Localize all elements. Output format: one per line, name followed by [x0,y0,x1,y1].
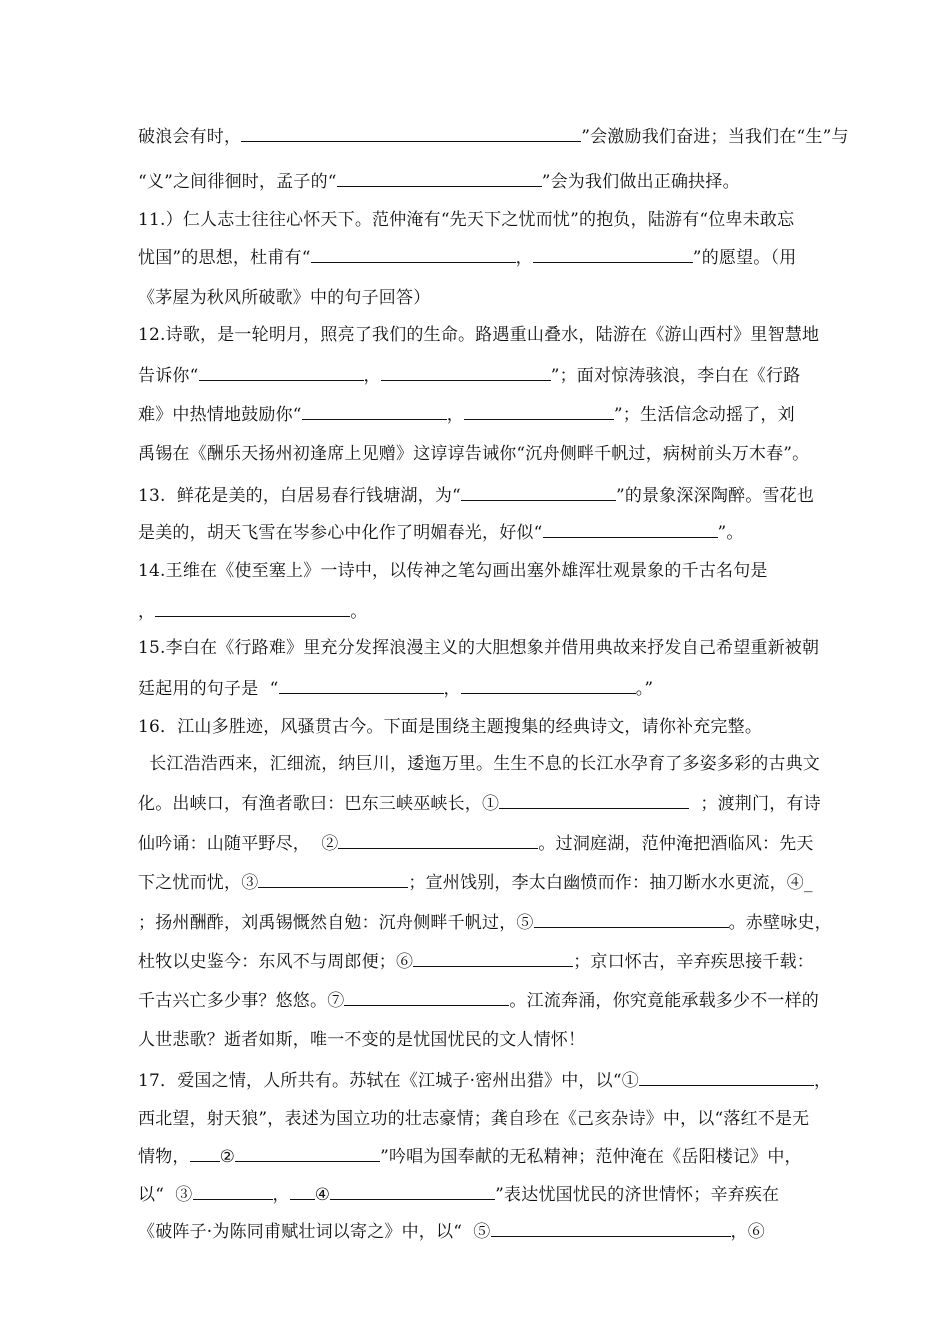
text-line [138,403,795,426]
line-text: ”会为我们做出正确抉择。 [541,172,740,192]
answer-blank [258,871,408,888]
text-line [138,324,819,346]
line-text: 《茅屋为秋风所破歌》中的句子回答） [138,288,431,308]
answer-blank [302,403,447,420]
answer-blank [338,832,538,849]
answer-blank [491,1220,731,1237]
text-line [138,753,820,775]
answer-blank [461,677,636,694]
answer-blank [534,911,729,928]
line-text: 13. 鲜花是美的，白居易春行钱塘湖，为“ [138,486,461,506]
answer-blank [344,989,509,1006]
answer-blank [155,600,350,617]
line-text: 千古兴亡多少事？悠悠。⑦ [138,991,345,1011]
answer-blank [381,364,551,381]
answer-blank [639,1069,814,1086]
text-line [138,364,800,387]
answer-blank [499,792,689,809]
line-text: 情物， [138,1147,190,1167]
line-text: 难》中热情地鼓励你“ [138,405,302,425]
line-text: 。过洞庭湖，范仲淹把酒临风：先天 [538,834,814,854]
line-text: 14.王维在《使至塞上》一诗中，以传神之笔勾画出塞外雄浑壮观景象的千古名句是 [138,561,768,581]
line-text: 。” [635,679,654,699]
line-text: 。 [350,602,368,622]
line-text: 长江浩浩西来，汇细流，纳巨川，逶迤万里。生生不息的长江水孕育了多姿多彩的古典文 [138,754,821,774]
text-line [138,871,813,894]
line-text: 杜牧以史鉴今：东风不与周郎便；⑥ [138,952,414,972]
line-text: 《破阵子·为陈同甫赋壮词以寄之》中，以“ ⑤ [138,1222,491,1242]
line-text: 下之忧而忧，③ [138,873,259,893]
line-text: 12.诗歌，是一轮明月，照亮了我们的生命。路遇重山叠水，陆游在《游山西村》里智慧地 [138,325,820,345]
answer-blank [199,364,364,381]
line-text: ；京口怀古，辛弃疾思接千载： [573,952,815,972]
answer-blank [461,484,616,501]
text-line [138,125,849,148]
line-text: ， [138,602,156,622]
line-text: ”会激励我们奋进；当我们在“生”与 [581,127,849,147]
line-text: ”吟唱为国奉献的无私精神；范仲淹在《岳阳楼记》中， [380,1147,802,1167]
text-line [138,989,819,1012]
line-text: ，⑥ [730,1222,765,1242]
line-text: 西北望，射天狼”，表述为国立功的壮志豪情；龚自珍在《己亥杂诗》中，以“落红不是无 [138,1109,810,1129]
answer-blank [235,1145,380,1162]
line-text: ， [363,366,381,386]
answer-blank [464,403,614,420]
answer-blank [190,1145,220,1162]
text-line [138,246,796,269]
line-text: 破浪会有时， [138,127,242,147]
text-line [138,1069,831,1092]
answer-blank [279,677,444,694]
line-text: 11.）仁人志士往往心怀天下。范仲淹有“先天下之忧而忧”的抱负，陆游有“位卑未敢忘 [138,210,795,230]
line-text: 仙吟诵：山随平野尽， ② [138,834,339,854]
text-line [138,287,430,309]
line-text: ”；生活信念动摇了，刘 [613,405,795,425]
text-line [138,521,744,544]
line-text: ”的愿望。（用 [692,248,797,268]
line-text: ”。 [717,523,744,543]
line-text: 17．爱国之情，人所共有。苏轼在《江城子·密州出猎》中，以“① [138,1071,639,1091]
line-text: ；宣州饯别，李太白幽愤而作：抽刀断水水更流，④_ [408,873,813,893]
answer-blank [543,521,718,538]
line-text: ”的景象深深陶醉。雪花也 [615,486,815,506]
line-text: ② [219,1147,236,1167]
answer-blank [193,1183,273,1200]
text-line [138,560,768,582]
line-text: ， [272,1185,290,1205]
answer-blank [241,125,581,142]
line-text: ”表达忧国忧民的济世情怀；辛弃疾在 [495,1185,780,1205]
line-text: 以“ ③ [138,1185,193,1205]
line-text: 人世悲歌？逝者如斯，唯一不变的是忧国忧民的文人情怀！ [138,1030,586,1050]
text-line [138,716,762,738]
text-line [138,209,794,231]
text-line [138,1108,809,1130]
text-line [138,1220,765,1243]
text-line [138,637,819,659]
line-text: 廷起用的句子是 “ [138,679,279,699]
line-text: 禹锡在《酬乐天扬州初逢席上见赠》这谆谆告诫你“沉舟侧畔千帆过，病树前头万木春”。 [138,444,810,464]
line-text: ， [515,248,533,268]
text-line [138,832,814,855]
line-text: 是美的，胡天飞雪在岑参心中化作了明媚春光，好似“ [138,523,543,543]
text-line [138,792,821,815]
text-line [138,600,367,623]
line-text: “义”之间徘徊时，孟子的“ [138,172,337,192]
line-text: ④ [314,1185,331,1205]
text-line [138,677,653,700]
line-text: ”；面对惊涛骇浪，李白在《行路 [550,366,801,386]
text-line [138,911,832,934]
answer-blank [533,246,693,263]
line-text: 15.李白在《行路难》里充分发挥浪漫主义的大胆想象并借用典故来抒发自己希望重新被朝 [138,638,820,658]
answer-blank [413,950,573,967]
line-text: 化。出峡口，有渔者歌曰：巴东三峡巫峡长，① [138,794,500,814]
line-text: 告诉你“ [138,366,199,386]
line-text: ， [813,1071,832,1091]
line-text: 16．江山多胜迹，风骚贯古今。下面是围绕主题搜集的经典诗文，请你补充完整。 [138,717,763,737]
text-line [138,950,814,973]
text-line [138,443,809,465]
text-line [138,1145,802,1168]
line-text: ；扬州酬酢，刘禹锡慨然自勉：沉舟侧畔千帆过，⑤ [138,913,534,933]
line-text: ， [446,405,464,425]
line-text: ；渡荆门，有诗 [689,794,821,814]
text-line [138,1029,585,1051]
line-text: 。江流奔涌，你究竟能承载多少不一样的 [509,991,820,1011]
text-line [138,484,814,507]
line-text: 。赤壁咏史， [728,913,832,933]
answer-blank [330,1183,495,1200]
answer-blank [290,1183,315,1200]
line-text: ， [443,679,461,699]
answer-blank [337,170,542,187]
text-line [138,1183,779,1206]
text-line [138,170,740,193]
line-text: 忧国”的思想，杜甫有“ [138,248,311,268]
answer-blank [311,246,516,263]
